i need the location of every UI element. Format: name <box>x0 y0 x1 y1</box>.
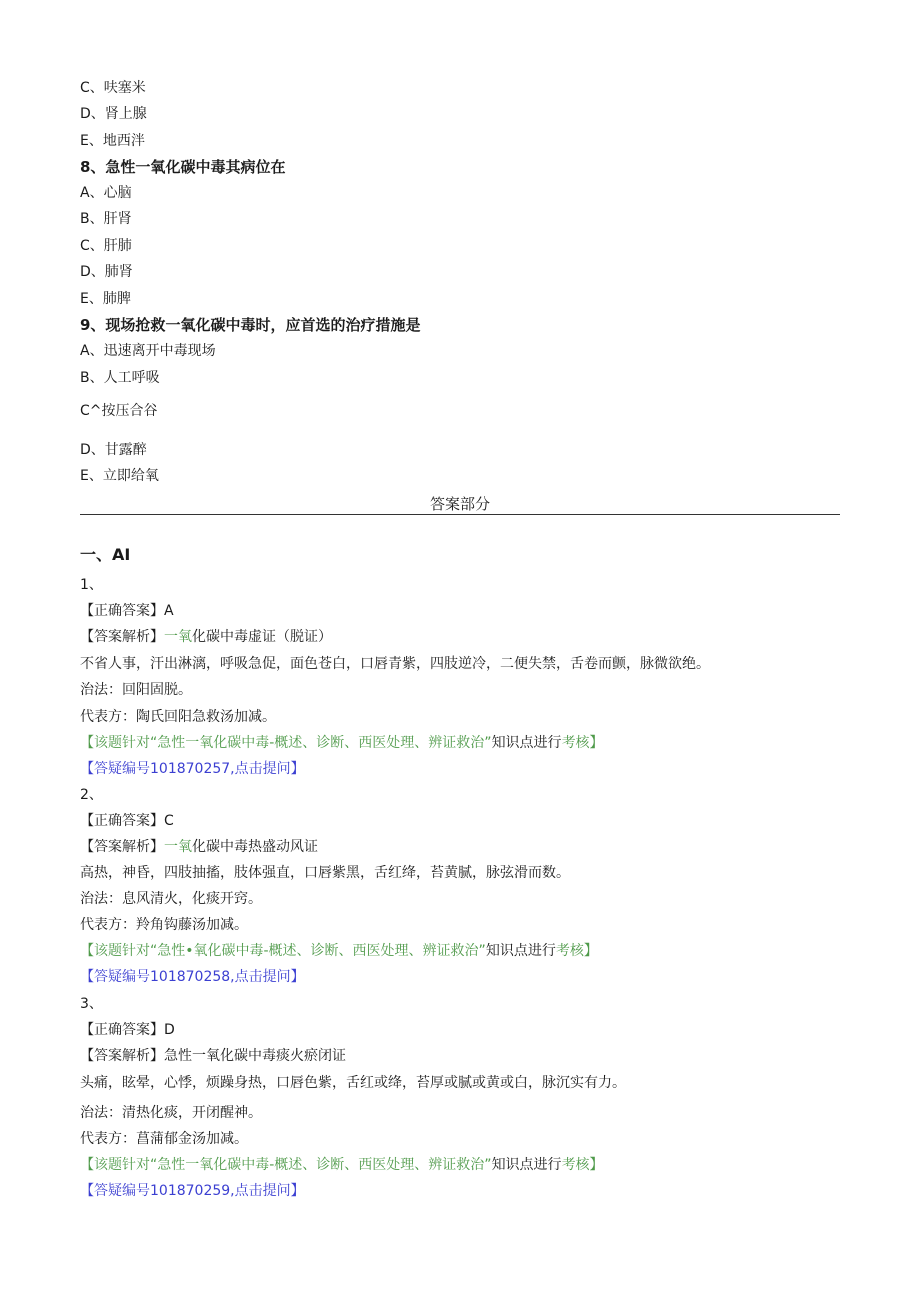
answer-3-formula: 代表方：菖蒲郁金汤加减。 <box>80 1131 248 1147</box>
analysis-label: 【答案解析】 <box>80 839 164 855</box>
answer-2-topic <box>80 941 598 961</box>
answer-3-treatment: 治法：清热化痰，开闭醒神。 <box>80 1105 262 1121</box>
topic-suffix: 考核】 <box>555 943 598 959</box>
answer-1-analysis <box>80 627 332 647</box>
q9-option-d: D、甘露醉 <box>80 442 147 458</box>
q7-option-d: D、肾上腺 <box>80 106 147 122</box>
section-title: 一、AI <box>80 545 131 564</box>
answer-1-formula: 代表方：陶氏回阳急救汤加减。 <box>80 709 276 725</box>
topic-prefix: 【该题针对“急性•氧化碳中毒-概述、诊断、西医处理、辨证救治” <box>80 943 486 959</box>
answer-section-header: 答案部分 <box>429 495 490 513</box>
q9-option-b: B、人工呼吸 <box>80 370 160 386</box>
q8-option-d: D、肺肾 <box>80 264 133 280</box>
answer-3-correct: 【正确答案】D <box>80 1022 175 1038</box>
answer-1-number: 1、 <box>80 577 103 593</box>
answer-2-number: 2、 <box>80 787 103 803</box>
topic-prefix: 【该题针对“急性一氧化碳中毒-概述、诊断、西医处理、辨证救治” <box>80 735 492 751</box>
answer-1-symptoms: 不省人事，汗出淋漓，呼吸急促，面色苍白，口唇青紫，四肢逆冷，二便失禁，舌卷而颤，脉微欲绝。 <box>80 656 710 672</box>
topic-prefix: 【该题针对“急性一氧化碳中毒-概述、诊断、西医处理、辨证救治” <box>80 1157 492 1173</box>
analysis-highlight: 一氧 <box>164 629 192 645</box>
answer-3-qa-link[interactable]: 【答疑编号101870259,点击提问】 <box>80 1183 305 1199</box>
answer-3-symptoms: 头痛，眩晕，心悸，烦躁身热，口唇色紫，舌红或绛，苔厚或腻或黄或白，脉沉实有力。 <box>80 1075 626 1091</box>
answer-2-symptoms: 高热，神昏，四肢抽搐，肢体强直，口唇紫黑，舌红绛，苔黄腻，脉弦滑而数。 <box>80 865 570 881</box>
answer-1-treatment: 治法：回阳固脱。 <box>80 682 192 698</box>
answer-1-qa-link[interactable]: 【答疑编号101870257,点击提问】 <box>80 761 305 777</box>
analysis-label: 【答案解析】 <box>80 1048 164 1064</box>
q8-option-a: A、心脑 <box>80 185 132 201</box>
answer-1-topic <box>80 733 604 753</box>
analysis-text: 急性一氧化碳中毒痰火瘀闭证 <box>164 1048 346 1064</box>
analysis-text: 化碳中毒虚证（脱证） <box>192 629 332 645</box>
q9-option-e: E、立即给氧 <box>80 468 159 484</box>
q9-option-c: C^按压合谷 <box>80 403 158 419</box>
answer-2-analysis <box>80 837 318 857</box>
answer-2-qa-link[interactable]: 【答疑编号101870258,点击提问】 <box>80 969 305 985</box>
answer-1-correct: 【正确答案】A <box>80 603 174 619</box>
q9-title: 9、现场抢救一氧化碳中毒时，应首选的治疗措施是 <box>80 316 421 334</box>
answer-3-topic <box>80 1155 604 1175</box>
answer-3-analysis <box>80 1046 346 1066</box>
answer-2-treatment: 治法：息风清火，化痰开窍。 <box>80 891 262 907</box>
topic-middle: 知识点进行 <box>491 1157 562 1173</box>
q7-option-c: C、呋塞米 <box>80 80 146 96</box>
topic-middle: 知识点进行 <box>485 943 556 959</box>
section-divider <box>80 514 840 515</box>
q7-option-e: E、地西泮 <box>80 133 145 149</box>
q8-option-e: E、肺脾 <box>80 291 131 307</box>
answer-2-correct: 【正确答案】C <box>80 813 174 829</box>
q8-option-c: C、肝肺 <box>80 238 132 254</box>
q8-title: 8、急性一氧化碳中毒其病位在 <box>80 158 286 176</box>
topic-suffix: 考核】 <box>561 735 604 751</box>
topic-middle: 知识点进行 <box>491 735 562 751</box>
topic-suffix: 考核】 <box>561 1157 604 1173</box>
answer-2-formula: 代表方：羚角钩藤汤加减。 <box>80 917 248 933</box>
answer-3-number: 3、 <box>80 996 103 1012</box>
analysis-label: 【答案解析】 <box>80 629 164 645</box>
q8-option-b: B、肝肾 <box>80 211 132 227</box>
q9-option-a: A、迅速离开中毒现场 <box>80 343 216 359</box>
analysis-text: 化碳中毒热盛动风证 <box>192 839 318 855</box>
analysis-highlight: 一氧 <box>164 839 192 855</box>
